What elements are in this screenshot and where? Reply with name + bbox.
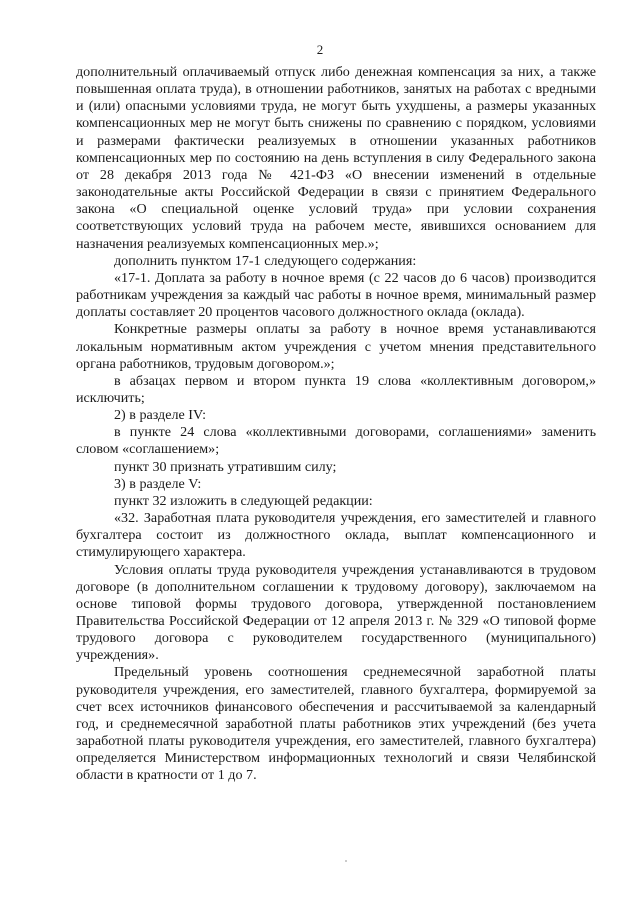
paragraph-point-24-amendment: в пункте 24 слова «коллективными договорами, соглашениями» заменить словом «соглашением»; bbox=[76, 424, 596, 458]
paragraph-point-32-wording: пункт 32 изложить в следующей редакции: bbox=[114, 492, 373, 509]
paragraph-point-30-repeal: пункт 30 признать утратившим силу; bbox=[114, 458, 337, 475]
paragraph-labor-contract-terms: Условия оплаты труда руководителя учреждения устанавливаются в трудовом договоре (в дополнительном соглашении к трудовому договору), заключаемом на основе типовой формы трудового договора, утвержденной постановлением Правительства Российской Федерации от 12 апреля 2013 г. № 329 «О типовой форме трудового договора с руководителем государственного (муниципального) учреждения». bbox=[76, 561, 596, 664]
paragraph-point-19-amendment: в абзацах первом и втором пункта 19 слова «коллективным договором,» исключить; bbox=[76, 372, 596, 406]
paragraph-add-point-17-1: дополнить пунктом 17-1 следующего содержания: bbox=[114, 252, 417, 269]
document-body bbox=[76, 64, 596, 785]
paragraph-compensation-measures: дополнительный оплачиваемый отпуск либо денежная компенсация за них, а также повышенная оплата труда), в отношении работников, занятых на работах с вредными и (или) опасными условиями труда, не могут быть ухудшены, а размеры указанных компенсационных мер не могут быть снижены по сравнению с порядком, условиями и размерами фактически реализуемых в отношении указанных работников компенсационных мер по состоянию на день вступления в силу Федерального закона от 28 декабря 2013 года № 421-ФЗ «О внесении изменений в отдельные законодательные акты Российской Федерации в связи с принятием Федерального закона «О специальной оценке условий труда» при условии сохранения соответствующих условий труда на рабочем месте, явившихся основанием для назначения реализуемых компенсационных мер.»; bbox=[76, 64, 596, 252]
paragraph-salary-ratio-limit: Предельный уровень соотношения среднемесячной заработной платы руководителя учреждения, его заместителей, главного бухгалтера, формируемой за счет всех источников финансового обеспечения и рассчитываемой за календарный год, и среднемесячной заработной платы работников этих учреждений (без учета заработной платы руководителя учреждения, его заместителей, главного бухгалтера) определяется Министерством информационных технологий и связи Челябинской области в кратности от 1 до 7. bbox=[76, 664, 596, 784]
paragraph-point-17-1-night-pay: «17-1. Доплата за работу в ночное время (с 22 часов до 6 часов) производится работникам учреждения за каждый час работы в ночное время, минимальный размер доплаты составляет 20 процентов часового должностного оклада (оклада). bbox=[76, 269, 596, 321]
page-number: 2 bbox=[316, 42, 324, 57]
paragraph-section-iv: 2) в разделе IV: bbox=[114, 407, 207, 424]
paragraph-night-pay-amounts: Конкретные размеры оплаты за работу в ночное время устанавливаются локальным нормативным актом учреждения с учетом мнения представительного органа работников, трудовым договором.»; bbox=[76, 321, 596, 372]
paragraph-point-32-salary: «32. Заработная плата руководителя учреждения, его заместителей и главного бухгалтера состоит из должностного оклада, выплат компенсационного и стимулирующего характера. bbox=[76, 510, 596, 561]
scan-speck bbox=[345, 860, 347, 862]
paragraph-section-v: 3) в разделе V: bbox=[114, 475, 202, 492]
